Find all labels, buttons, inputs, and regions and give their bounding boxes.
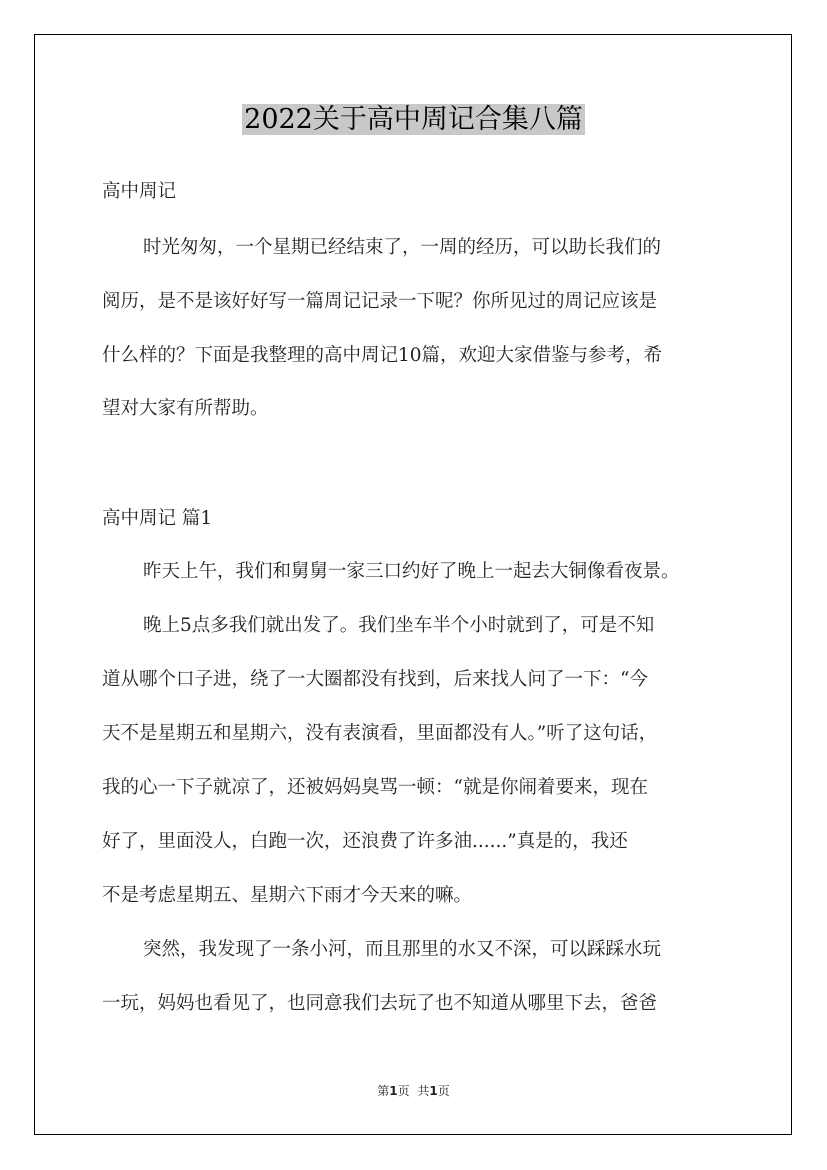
body-line-3: 道从哪个口子进，绕了一大圈都没有找到，后来找人问了一下：“今 xyxy=(102,669,648,690)
intro-line-4: 望对大家有所帮助。 xyxy=(102,398,269,419)
page-footer xyxy=(0,1082,827,1099)
body-line-4: 天不是星期五和星期六，没有表演看，里面都没有人。”听了这句话， xyxy=(102,723,658,744)
intro-line-1: 时光匆匆，一个星期已经结束了，一周的经历，可以助长我们的 xyxy=(143,237,662,258)
body-line-1: 昨天上午，我们和舅舅一家三口约好了晚上一起去大铜像看夜景。 xyxy=(143,561,680,582)
body-line-6: 好了，里面没人，白跑一次，还浪费了许多油......”真是的，我还 xyxy=(102,831,628,852)
footer-total-prefix: 共 xyxy=(417,1084,430,1098)
body-line-5: 我的心一下子就凉了，还被妈妈臭骂一顿：“就是你闹着要来，现在 xyxy=(102,777,648,798)
title-text: 2022关于高中周记合集八篇 xyxy=(244,104,583,135)
body-line-9: 一玩，妈妈也看见了，也同意我们去玩了也不知道从哪里下去，爸爸 xyxy=(102,993,658,1014)
footer-total-suffix: 页 xyxy=(437,1084,450,1098)
body-line-2: 晚上5点多我们就出发了。我们坐车半个小时就到了，可是不知 xyxy=(143,615,655,636)
intro-line-3: 什么样的？下面是我整理的高中周记10篇，欢迎大家借鉴与参考，希 xyxy=(102,345,663,366)
footer-total-number: 1 xyxy=(429,1084,438,1098)
footer-page-number: 1 xyxy=(389,1084,398,1098)
footer-page-prefix: 第 xyxy=(377,1084,390,1098)
footer-page-suffix: 页 xyxy=(397,1084,410,1098)
intro-line-2: 阅历，是不是该好好写一篇周记记录一下呢？你所见过的周记应该是 xyxy=(102,291,658,312)
body-line-7: 不是考虑星期五、星期六下雨才今天来的嘛。 xyxy=(102,885,473,906)
body-line-8: 突然，我发现了一条小河，而且那里的水又不深，可以踩踩水玩 xyxy=(143,939,662,960)
document-title xyxy=(0,100,827,140)
intro-heading: 高中周记 xyxy=(102,181,177,202)
section-heading: 高中周记 篇1 xyxy=(102,508,213,529)
